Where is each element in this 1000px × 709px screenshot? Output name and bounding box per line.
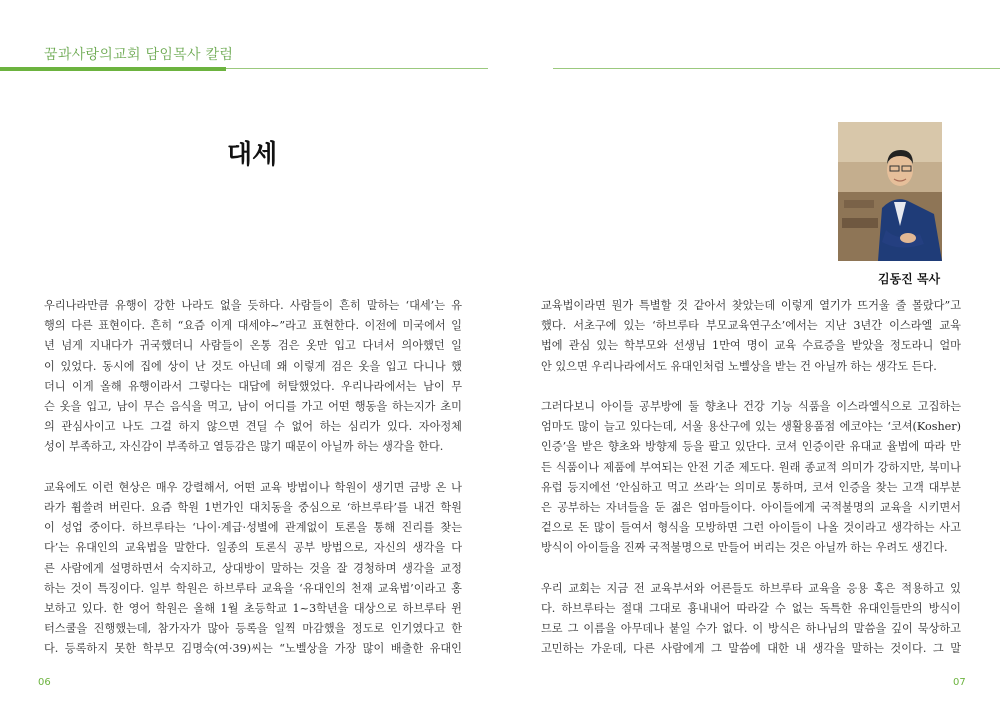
- text-line: 인증’을 받은 향초와 방향제 등을 팔고 있단다. 코셔 인증이란 유대교 율법에 따라 만: [541, 440, 961, 454]
- text-line: 은 공부하는 자녀들을 둔 젊은 엄마들이다. 아이들에게 국적불명의 교육을 시키면서: [541, 501, 961, 515]
- page-number-left: 06: [38, 677, 51, 688]
- text-line: 고민하는 가운데, 다른 사람에게 그 말씀에 대한 내 생각을 말하는 것이다. 그 말: [541, 642, 961, 656]
- text-line: 므로 그 이름을 아무데나 붙일 수가 없다. 이 방식은 하나님의 말씀을 깊이 묵상하고: [541, 622, 961, 636]
- text-line: 교육법이라면 뭔가 특별할 것 같아서 찾았는데 이렇게 열기가 뜨거울 줄 몰랐다”고: [541, 299, 961, 312]
- text-line: 라가 휩쓸려 버린다. 요즘 학원 1번가인 대치동을 중심으로 ‘하브루타’를 내건 학원: [44, 501, 462, 515]
- text-line: 이 성업 중이다. 하브루타는 ‘나이·계급·성별에 관계없이 토론을 통해 진리를 찾는: [44, 521, 462, 535]
- text-line: 터스쿨을 진행했는데, 참가자가 많아 등록을 일찍 마감했을 정도로 인기였다고 한: [44, 622, 462, 636]
- text-line: 그러다보니 아이들 공부방에 둘 향초나 건강 기능 식품을 이스라엘식으로 고집하는: [541, 400, 961, 413]
- text-line: 다. 하브루타는 절대 그대로 흉내내어 따라갈 수 없는 독특한 유대인들만의 방식이: [541, 602, 961, 616]
- page-number-right: 07: [953, 677, 966, 688]
- text-line: 다’는 유대인의 교육법을 말한다. 일종의 토론식 공부 방법으로, 자신의 생각을 다: [44, 541, 462, 555]
- text-line: 교육에도 이런 현상은 매우 강렬해서, 어떤 교육 방법이나 학원이 생기면 금방 온 나: [44, 480, 462, 494]
- paragraph-gap: [44, 458, 462, 478]
- text-line: 했다. 서초구에 있는 ‘하브루타 부모교육연구소’에서는 지난 3년간 이스라엘 교육: [541, 319, 961, 333]
- text-line: 하는 것이 특징이다. 일부 학원은 하브루타 교육을 ‘유대인의 천재 교육법’이라고 홍: [44, 581, 462, 595]
- text-line: 겉으로 돈 많이 들여서 형식을 모방하면 그런 아이들이 나올 것이라고 생각하는 사고: [541, 521, 961, 535]
- text-line: 든 식품이나 제품에 부여되는 안전 기준 제도다. 원래 종교적 의미가 강하지만, 북미나: [541, 460, 961, 474]
- text-line: 안 있으면 우리나라에서도 유대인처럼 노벨상을 받는 건 아닐까 하는 생각도 든다.: [541, 359, 937, 373]
- article-title: 대세: [227, 140, 278, 170]
- text-line: 슨 옷을 입고, 남이 무슨 음식을 먹고, 남이 어디를 가고 어떤 행동을 하는지가 초미: [44, 400, 462, 414]
- paragraph-gap: [541, 559, 961, 579]
- text-line: 른 사람에게 설명하면서 숙지하고, 상대방이 말하는 것을 잘 경청하며 생각을 교정: [44, 561, 462, 575]
- author-photo: [838, 122, 942, 261]
- text-line: 유럽 등지에선 ‘안심하고 먹고 쓰라’는 의미로 통하며, 코셔 인증을 찾는 고객 대부분: [541, 480, 961, 494]
- paragraph-gap: [541, 377, 961, 397]
- text-line: 방식이 아이들을 진짜 국적불명으로 만들어 버리는 것은 아닐까 하는 우려도 생긴다.: [541, 541, 948, 555]
- header-rule-accent: [0, 67, 226, 71]
- text-line: 다. 등록하지 못한 학부모 김명숙(여·39)씨는 “노벨상을 가장 많이 배출한 유대인: [44, 642, 462, 656]
- text-line: 보하고 있다. 한 영어 학원은 올해 1월 초등학교 1~3학년을 대상으로 하브루타 윈: [44, 602, 462, 616]
- text-line: 더니 이게 올해 유행이라서 그렇다는 대답에 허탈했었다. 우리나라에서는 남이 무: [44, 379, 462, 393]
- column-series-title: 꿈과사랑의교회 담임목사 칼럼: [44, 47, 234, 63]
- text-line: 엄마도 많이 늘고 있다는데, 서울 용산구에 있는 생활용품점 에코야는 ‘코셔(Kosher): [541, 420, 961, 434]
- header-rule-right: [553, 68, 1000, 69]
- text-line: 의 관심사이고 나도 그걸 하지 않으면 견딜 수 없어 하는 심리가 있다. 자아정체: [44, 420, 462, 434]
- text-line: 이 있었다. 동시에 집에 상이 난 것도 아닌데 왜 이렇게 검은 옷을 입고 다니나 했: [44, 359, 462, 373]
- left-column-text: [44, 296, 462, 660]
- text-line: 우리나라만큼 유행이 강한 나라도 없을 듯하다. 사람들이 흔히 말하는 ‘대세’는 유: [44, 299, 462, 312]
- right-column-text: [541, 296, 961, 660]
- author-name: 김동진 목사: [878, 272, 941, 286]
- text-line: 행의 다른 표현이다. 흔히 “요즘 이게 대세야~”라고 표현한다. 이전에 미국에서 일: [44, 319, 462, 333]
- text-line: 우리 교회는 지금 전 교육부서와 어른들도 하브루타 교육을 응용 혹은 적용하고 있: [541, 581, 961, 595]
- text-line: 성이 부족하고, 자신감이 부족하고 열등감은 많기 때문이 아닐까 하는 생각을 한다.: [44, 440, 444, 454]
- text-line: 년 넘게 지내다가 귀국했더니 사람들이 온통 검은 옷만 입고 다녀서 의아했던 일: [44, 339, 462, 353]
- text-line: 법에 관심 있는 학부모와 선생님 1만여 명이 교육 수료증을 받았을 정도라니 얼마: [541, 339, 961, 353]
